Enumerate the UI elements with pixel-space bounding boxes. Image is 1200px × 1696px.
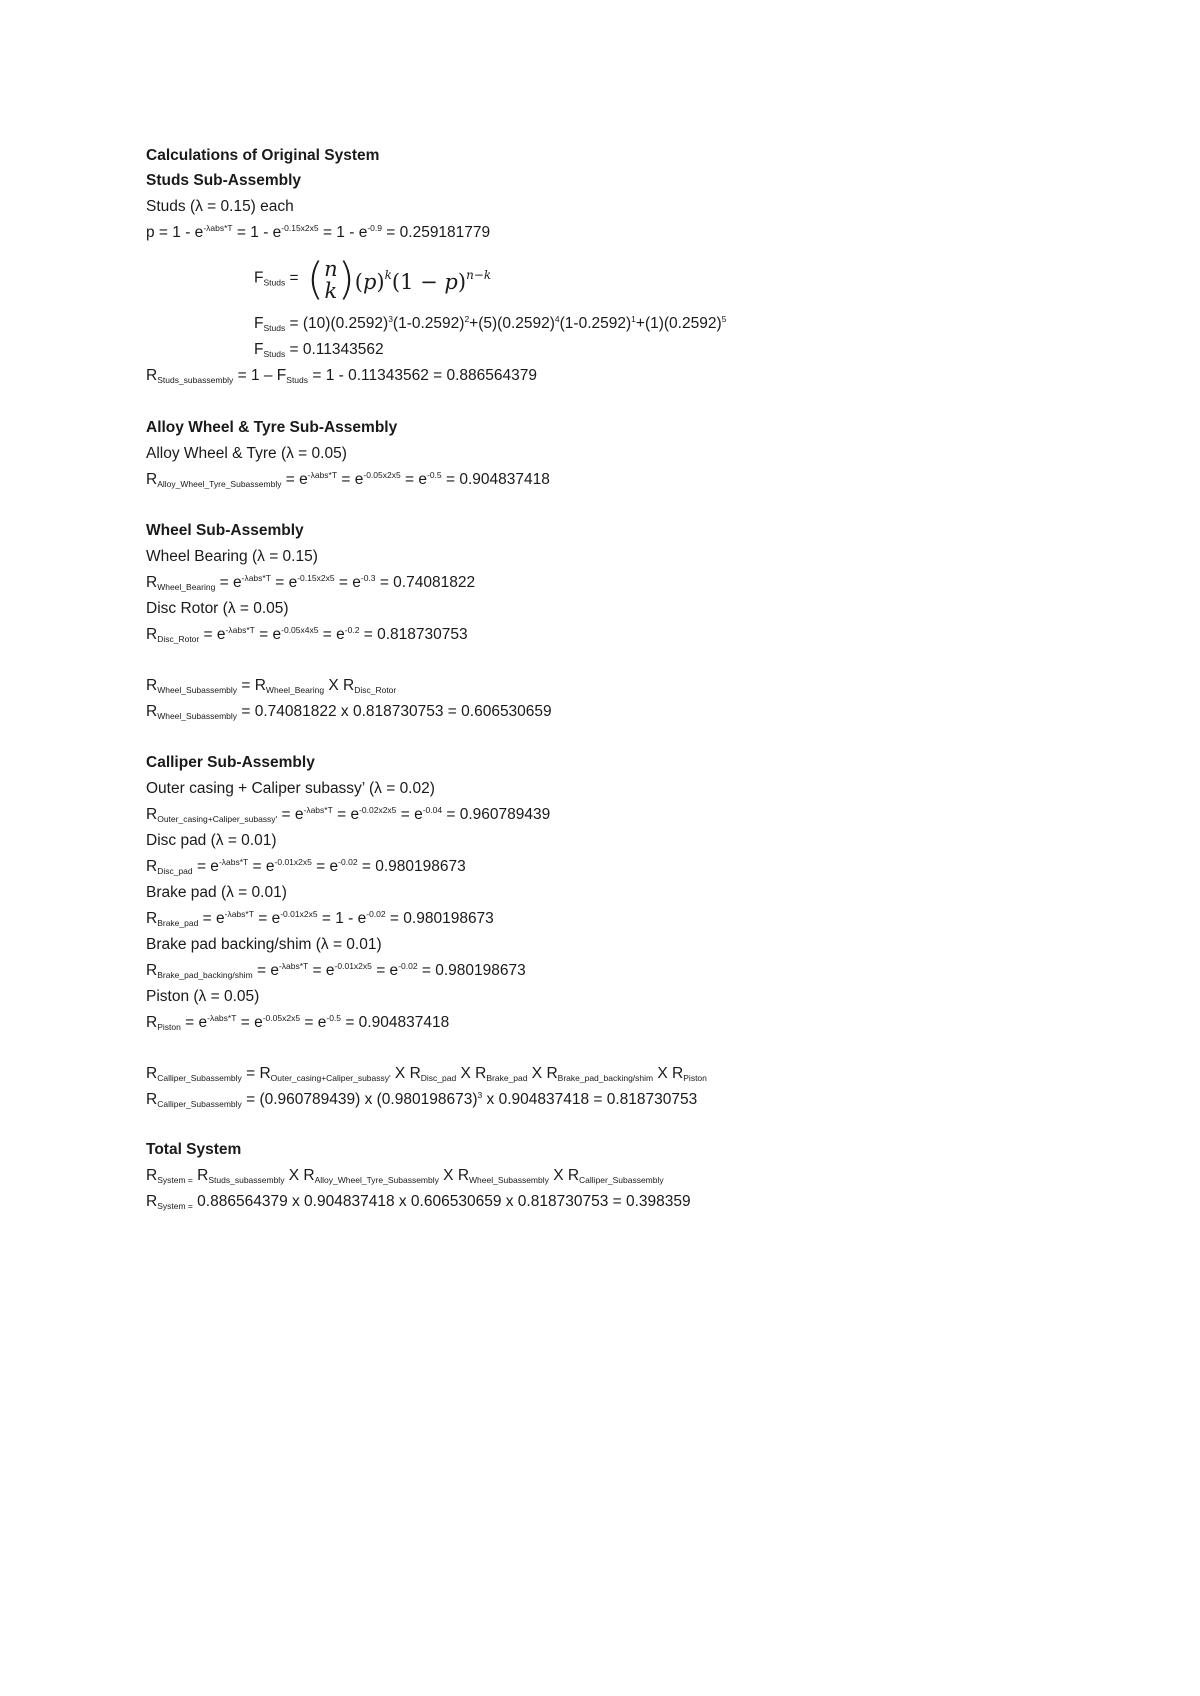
brake-pad-shim-lambda: Brake pad backing/shim (λ = 0.01) <box>146 936 382 953</box>
wheel-subassembly-result: $R_{Wheel\_Subassembly} = 0.74081822$ x 0.818730753 = 0.606530659 <box>146 703 552 721</box>
binomial-coefficient: (n k) <box>306 253 355 305</box>
total-system-result: $R_{System =}$ 0.886564379 x 0.904837418 x 0.606530659 x 0.818730753 = 0.398359 <box>146 1193 691 1211</box>
piston-lambda: Piston (λ = 0.05) <box>146 988 260 1005</box>
total-heading: Total System <box>146 1141 242 1158</box>
document-title: Calculations of Original System <box>146 147 380 164</box>
brake-pad-lambda: Brake pad (λ = 0.01) <box>146 884 287 901</box>
calliper-heading: Calliper Sub-Assembly <box>146 754 315 771</box>
total-system-formula: $R_{System =}$ $R_{Studs\_subassembly}$ X $R_{Alloy\_Wheel\_Tyre\_Subassembly}$ X $R_{Wheel\_Subassembly}$ X $R_{Calliper\_Subassembly}$ <box>146 1167 664 1185</box>
wheel-subassembly-formula: $R_{Wheel\_Subassembly} = R_{Wheel\_Bearing}$ X $R_{Disc\_Rotor}$ <box>146 677 397 695</box>
outer-casing-lambda: Outer casing + Caliper subassy’ (λ = 0.02) <box>146 780 435 797</box>
piston-r: $R_{Piston} = e^{-\lambda abs*T} = e^{-0.05x2x5} = e^{-0.5} = 0.904837418$ <box>146 1013 450 1032</box>
brake-pad-shim-r: $R_{Brake\_pad\_backing/shim} = e^{-\lambda abs*T} = e^{-0.01x2x5} = e^{-0.02} = 0.980198673$ <box>146 961 526 980</box>
disc-pad-lambda: Disc pad (λ = 0.01) <box>146 832 277 849</box>
studs-f-expansion: $F_{Studs} = (10)(0.2592)^3(1-0.2592)^2+(5)(0.2592)^4(1-0.2592)^1+(1)(0.2592)^5$ <box>254 314 727 333</box>
studs-p-equation: $p = 1 - e^{-\lambda abs*T} = 1 - e^{-0.15x2x5} = 1 - e^{-0.9} = 0.259181779$ <box>146 223 491 241</box>
disc-pad-r: $R_{Disc\_pad} = e^{-\lambda abs*T} = e^{-0.01x2x5} = e^{-0.02} = 0.980198673$ <box>146 857 466 876</box>
disc-rotor-lambda: Disc Rotor (λ = 0.05) <box>146 600 289 617</box>
outer-casing-r: $R_{Outer\_casing+Caliper\_subassy'} = e^{-\lambda abs*T} = e^{-0.02x2x5} = e^{-0.04} = 0.960789439$ <box>146 805 551 824</box>
studs-lambda: Studs (λ = 0.15) each <box>146 198 294 215</box>
calliper-subassembly-formula: $R_{Calliper\_Subassembly} = R_{Outer\_casing+Caliper\_subassy'}$ X $R_{Disc\_pad}$ X $R_{Brake\_pad}$ X $R_{Brake\_pad\_backing/shim}$ X $R_{Piston}$ <box>146 1065 707 1083</box>
wheel-bearing-lambda: Wheel Bearing (λ = 0.15) <box>146 548 318 565</box>
studs-r-result: $R_{Studs\_subassembly} = 1 - F_{Studs} = 1 - 0.11343562 = 0.886564379$ <box>146 367 538 385</box>
alloy-heading: Alloy Wheel & Tyre Sub-Assembly <box>146 419 398 436</box>
alloy-r-equation: $R_{Alloy\_Wheel\_Tyre\_Subassembly} = e^{-\lambda abs*T} = e^{-0.05x2x5} = e^{-0.5} = 0.904837418$ <box>146 470 550 489</box>
calliper-subassembly-result: $R_{Calliper\_Subassembly} = (0.960789439)$ x $(0.980198673)^3$ x 0.904837418 = 0.818730753 <box>146 1090 698 1109</box>
wheel-bearing-r: $R_{Wheel\_Bearing} = e^{-\lambda abs*T} = e^{-0.15x2x5} = e^{-0.3} = 0.74081822$ <box>146 573 476 592</box>
binomial-formula: $F_{Studs} = (n$ $k)(p)^k(1 - p)^{n-k}$ <box>254 253 492 305</box>
alloy-lambda: Alloy Wheel & Tyre (λ = 0.05) <box>146 445 347 462</box>
brake-pad-r: $R_{Brake\_pad} = e^{-\lambda abs*T} = e^{-0.01x2x5} = 1 - e^{-0.02} = 0.980198673$ <box>146 909 494 928</box>
studs-heading: Studs Sub-Assembly <box>146 172 302 189</box>
studs-f-result: $F_{Studs} = 0.11343562$ <box>254 341 384 359</box>
disc-rotor-r: $R_{Disc\_Rotor} = e^{-\lambda abs*T} = e^{-0.05x4x5} = e^{-0.2} = 0.818730753$ <box>146 625 468 644</box>
wheel-heading: Wheel Sub-Assembly <box>146 522 304 539</box>
